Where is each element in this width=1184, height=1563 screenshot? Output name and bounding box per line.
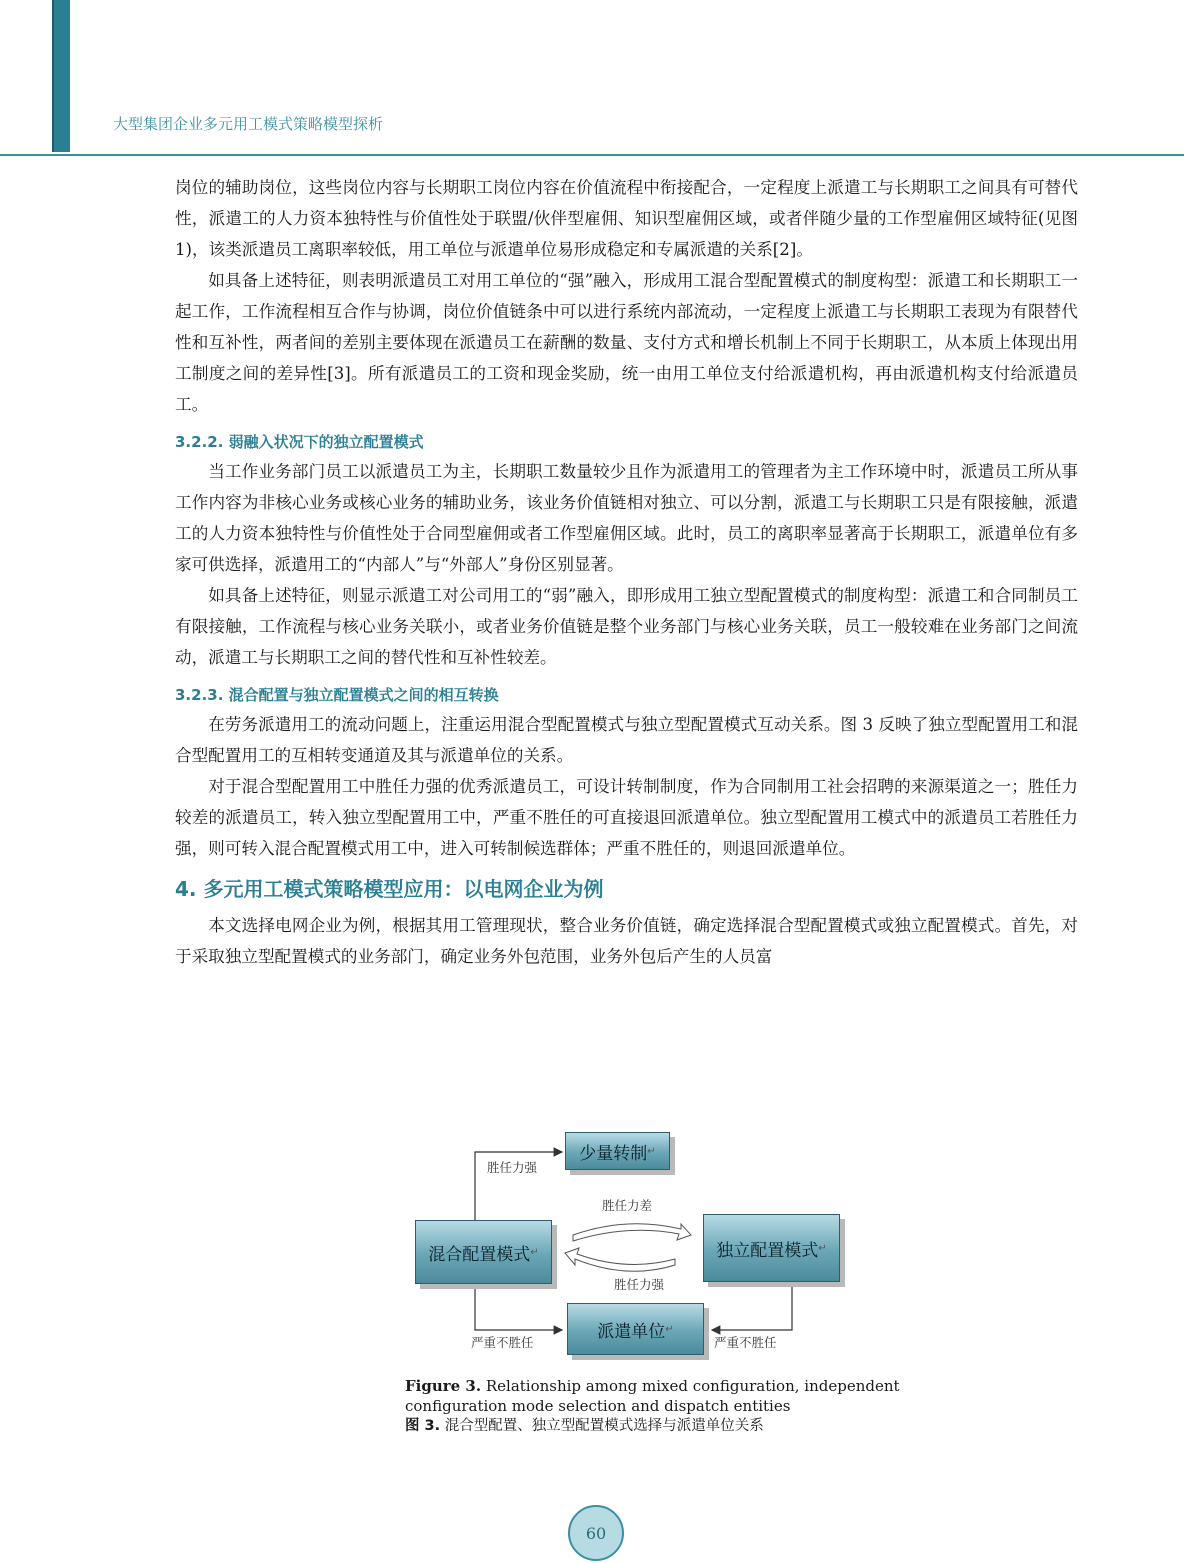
paragraph: 如具备上述特征，则显示派遣工对公司用工的“弱”融入，即形成用工独立型配置模式的制度构型：派遣工和合同制员工有限接触，工作流程与核心业务关联小，或者业务价值链是整个业务部门与核心业务关联，员工一般较难在业务部门之间流动，派遣工与长期职工之间的替代性和互补性较差。	[175, 586, 1078, 667]
arrow-left-to-dispatch	[475, 1282, 562, 1330]
label-left-severely-unfit: 严重不胜任	[471, 1335, 534, 1350]
section-heading-4: 4. 多元用工模式策略模型应用：以电网企业为例	[175, 877, 604, 901]
header-accent-bar	[52, 0, 70, 152]
arrow-right-to-dispatch	[712, 1282, 792, 1330]
subsection-heading-3-2-3: 3.2.3. 混合配置与独立配置模式之间的相互转换	[175, 686, 499, 704]
paragraph: 本文选择电网企业为例，根据其用工管理现状，整合业务价值链，确定选择混合型配置模式或独立配置模式。首先，对于采取独立型配置模式的业务部门，确定业务外包范围，业务外包后产生的人员富	[175, 916, 1078, 966]
paragraph: 对于混合型配置用工中胜任力强的优秀派遣员工，可设计转制制度，作为合同制用工社会招聘的来源渠道之一；胜任力较差的派遣员工，转入独立型配置用工中，严重不胜任的可直接退回派遣单位。独立型配置用工模式中的派遣员工若胜任力强，则可转入混合配置模式用工中，进入可转制候选群体；严重不胜任的，则退回派遣单位。	[175, 777, 1078, 858]
box-independent-configuration: 独立配置模式 ↵	[703, 1214, 840, 1282]
figure-caption	[405, 1376, 925, 1436]
paragraph: 当工作业务部门员工以派遣员工为主，长期职工数量较少且作为派遣用工的管理者为主工作环境中时，派遣员工所从事工作内容为非核心业务或核心业务的辅助业务，该业务价值链相对独立、可以分割，派遣工与长期职工只是有限接触，派遣工的人力资本独特性与价值性处于合同型雇佣或者工作型雇佣区域。此时，员工的离职率显著高于长期职工，派遣单位有多家可供选择，派遣用工的“内部人”与“外部人”身份区别显著。	[175, 462, 1078, 574]
page-number-badge: 60	[568, 1505, 624, 1561]
header-rule	[0, 154, 1184, 156]
subsection-heading-3-2-2: 3.2.2. 弱融入状况下的独立配置模式	[175, 433, 424, 451]
paragraph: 如具备上述特征，则表明派遣员工对用工单位的“强”融入，形成用工混合型配置模式的制度构型：派遣工和长期职工一起工作，工作流程相互合作与协调，岗位价值链条中可以进行系统内部流动，一定程度上派遣工与长期职工表现为有限替代性和互补性，两者间的差别主要体现在派遣员工在薪酬的数量、支付方式和增长机制上不同于长期职工，从本质上体现出用工制度之间的差异性[3]。所有派遣员工的工资和现金奖励，统一由用工单位支付给派遣机构，再由派遣机构支付给派遣员工。	[175, 271, 1078, 414]
label-competence-weak: 胜任力差	[602, 1198, 653, 1213]
running-header-title: 大型集团企业多元用工模式策略模型探析	[113, 115, 384, 133]
box-limited-transfer: 少量转制 ↵	[565, 1132, 670, 1170]
box-mixed-configuration: 混合配置模式 ↵	[415, 1220, 552, 1284]
label-competence-strong-back: 胜任力强	[614, 1277, 665, 1292]
curved-arrow-to-independent	[573, 1224, 691, 1241]
box-dispatch-unit: 派遣单位 ↵	[567, 1303, 704, 1355]
label-competence-strong-up: 胜任力强	[487, 1160, 538, 1175]
label-right-severely-unfit: 严重不胜任	[714, 1335, 777, 1350]
paragraph: 岗位的辅助岗位，这些岗位内容与长期职工岗位内容在价值流程中衔接配合，一定程度上派遣工与长期职工之间具有可替代性，派遣工的人力资本独特性与价值性处于联盟/伙伴型雇佣、知识型雇佣区域，或者伴随少量的工作型雇佣区域特征(见图 1)，该类派遣员工离职率较低，用工单位与派遣单位易形成稳定和专属派遣的关系[2]。	[175, 178, 1078, 259]
paragraph: 在劳务派遣用工的流动问题上，注重运用混合型配置模式与独立型配置模式互动关系。图 3 反映了独立型配置用工和混合型配置用工的互相转变通道及其与派遣单位的关系。	[175, 715, 1078, 765]
caption-english: Figure 3. Relationship among mixed configuration, independent configuration mode selection and dispatch entities	[405, 1377, 900, 1415]
figure-3-diagram	[405, 1128, 845, 1358]
caption-chinese: 图 3. 混合型配置、独立型配置模式选择与派遣单位关系	[405, 1418, 764, 1434]
article-body	[175, 172, 1078, 972]
curved-arrow-to-mixed	[565, 1248, 675, 1271]
